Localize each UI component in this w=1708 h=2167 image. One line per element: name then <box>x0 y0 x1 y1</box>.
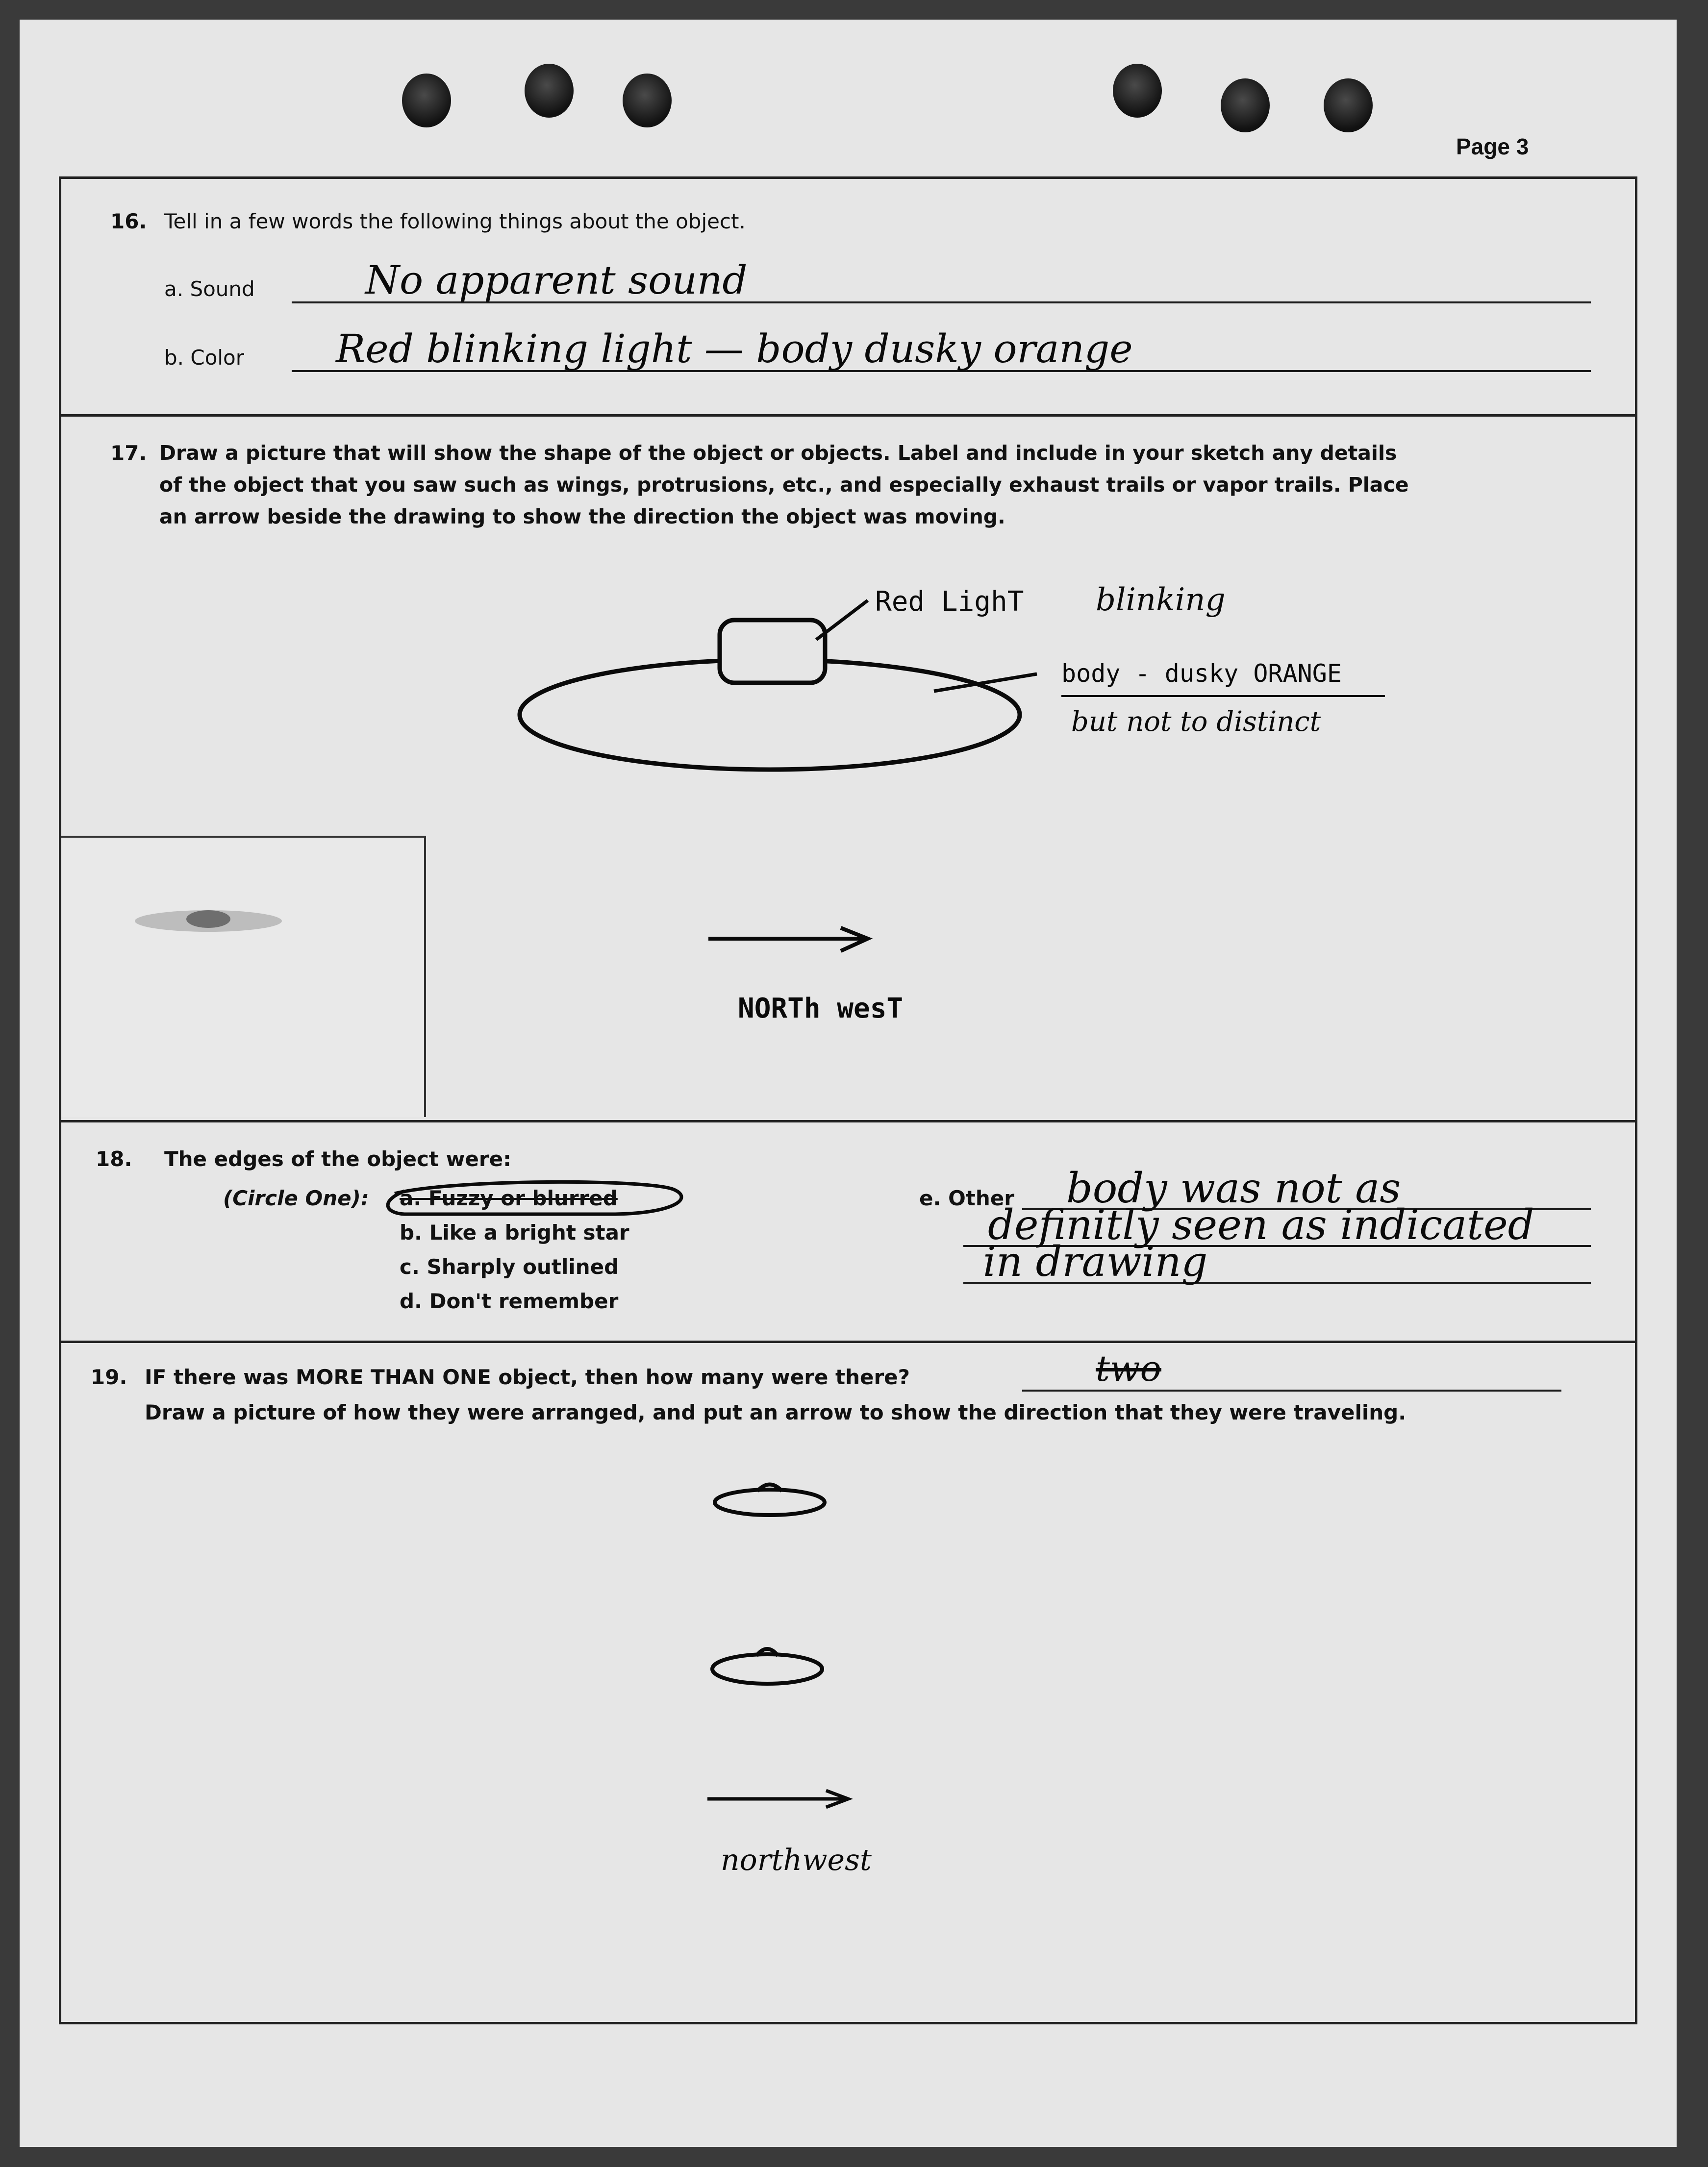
other-answer-2: definitly seen as indicated <box>988 1201 1534 1249</box>
edge-option-d: d. Don't remember <box>400 1289 619 1313</box>
color-answer: Red blinking light — body dusky orange <box>336 326 1133 372</box>
other-answer-1: body was not as <box>1066 1164 1401 1212</box>
circle-one-label: (Circle One): <box>223 1186 369 1210</box>
sound-label: a. Sound <box>164 277 255 301</box>
punch-hole <box>1324 78 1373 132</box>
q17-prompt-line-3: an arrow beside the drawing to show the direction the object was moving. <box>159 505 1005 528</box>
punch-hole <box>1221 78 1270 132</box>
other-label: e. Other <box>919 1186 1014 1210</box>
body-label-print: body - dusky ORANGE <box>1061 659 1342 688</box>
color-label: b. Color <box>164 346 245 370</box>
page-number: Page 3 <box>1456 134 1529 159</box>
q16-prompt: Tell in a few words the following things about the object. <box>164 209 746 233</box>
other-answer-3: in drawing <box>983 1238 1208 1286</box>
body-label-script: but not to distinct <box>1071 706 1321 738</box>
q17-prompt-line-1: Draw a picture that will show the shape of the object or objects. Label and include in your sketch any details <box>159 441 1397 465</box>
q17-number: 17. <box>110 441 147 465</box>
object-one <box>715 1490 825 1515</box>
q16-number: 16. <box>110 209 147 233</box>
punch-hole <box>525 64 574 118</box>
light-label-script: blinking <box>1096 582 1226 618</box>
q19-prompt-line-2: Draw a picture of how they were arranged, and put an arrow to show the direction that they were traveling. <box>145 1400 1407 1424</box>
punch-hole <box>1113 64 1162 118</box>
direction-label-1: NORTh wesT <box>738 993 904 1024</box>
count-answer: two <box>1096 1348 1161 1389</box>
edge-option-c: c. Sharply outlined <box>400 1255 619 1279</box>
punch-hole <box>623 74 672 127</box>
direction-arrow-2 <box>707 1791 848 1807</box>
light-label-print: Red LighT <box>875 586 1024 618</box>
edge-option-a: a. Fuzzy or blurred <box>400 1186 618 1210</box>
q18-prompt: The edges of the object were: <box>164 1147 511 1171</box>
sound-answer: No apparent sound <box>365 257 748 303</box>
object-two <box>712 1654 822 1684</box>
q19-prompt-line-1: IF there was MORE THAN ONE object, then how many were there? <box>145 1365 910 1389</box>
q17-prompt-line-2: of the object that you saw such as wings, protrusions, etc., and especially exhaust trails or vapor trails. Place <box>159 473 1409 497</box>
form-page <box>20 20 1677 2147</box>
q18-number: 18. <box>96 1147 132 1171</box>
direction-label-2: northwest <box>721 1843 872 1877</box>
question-form <box>59 176 1637 2024</box>
punch-hole <box>402 74 451 127</box>
objects-arrangement-sketch <box>61 179 1630 2027</box>
edge-option-b: b. Like a bright star <box>400 1220 629 1245</box>
q19-number: 19. <box>91 1365 127 1389</box>
